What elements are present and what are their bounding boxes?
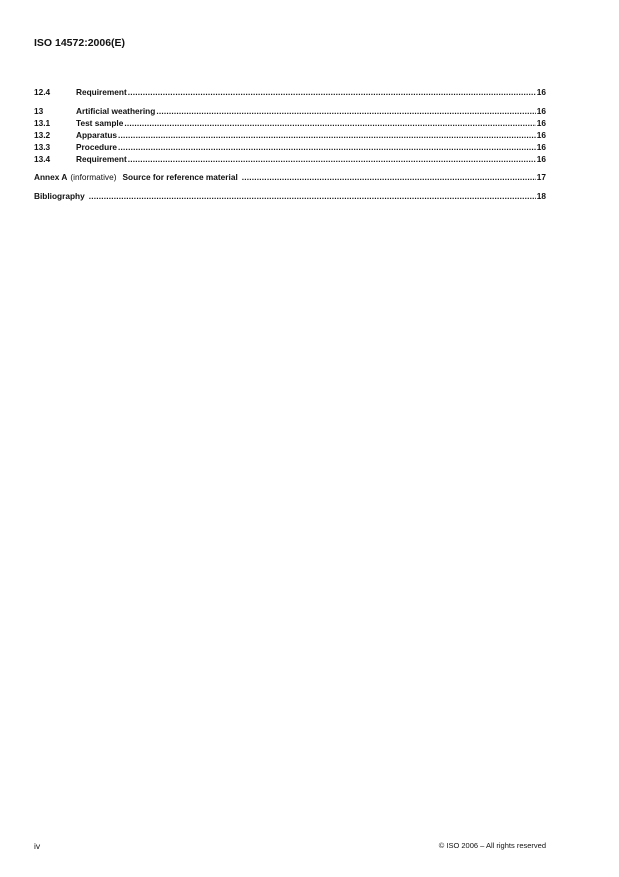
toc-page: 16 <box>536 106 546 116</box>
page-number: iv <box>34 841 41 851</box>
dot-leader <box>89 191 536 201</box>
toc-page: 16 <box>536 118 546 128</box>
toc-entry[interactable] <box>34 130 546 140</box>
toc-entry[interactable] <box>34 87 546 97</box>
toc-title: Test sample <box>76 118 124 128</box>
toc-page: 16 <box>536 154 546 164</box>
toc-page: 18 <box>536 191 546 201</box>
toc-entry[interactable] <box>34 154 546 164</box>
toc-title: Requirement <box>76 154 127 164</box>
dot-leader <box>242 172 536 182</box>
annex-label: Annex A <box>34 172 68 182</box>
toc-page: 16 <box>536 87 546 97</box>
toc-entry-annex-a[interactable] <box>34 172 546 182</box>
copyright-notice: © ISO 2006 – All rights reserved <box>438 841 546 850</box>
dot-leader <box>118 142 536 152</box>
toc-page: 16 <box>536 130 546 140</box>
toc-number: 12.4 <box>34 87 51 97</box>
toc-entry[interactable] <box>34 106 546 116</box>
toc-entry-bibliography[interactable] <box>34 191 546 201</box>
annex-note: (informative) <box>70 172 117 182</box>
toc-title: Apparatus <box>76 130 118 140</box>
toc-number: 13.4 <box>34 154 51 164</box>
toc-page: 17 <box>536 172 546 182</box>
dot-leader <box>156 106 535 116</box>
toc-page: 16 <box>536 142 546 152</box>
toc-number: 13.2 <box>34 130 51 140</box>
annex-title: Source for reference material <box>122 172 238 182</box>
toc-number: 13.1 <box>34 118 51 128</box>
dot-leader <box>128 87 536 97</box>
toc-number: 13 <box>34 106 44 116</box>
dot-leader <box>118 130 536 140</box>
toc-entry[interactable] <box>34 142 546 152</box>
toc-entry[interactable] <box>34 118 546 128</box>
bibliography-title: Bibliography <box>34 191 85 201</box>
document-header: ISO 14572:2006(E) <box>34 37 126 49</box>
dot-leader <box>128 154 536 164</box>
toc-title: Artificial weathering <box>76 106 156 116</box>
toc-title: Procedure <box>76 142 118 152</box>
toc-number: 13.3 <box>34 142 51 152</box>
toc-title: Requirement <box>76 87 127 97</box>
dot-leader <box>124 118 535 128</box>
